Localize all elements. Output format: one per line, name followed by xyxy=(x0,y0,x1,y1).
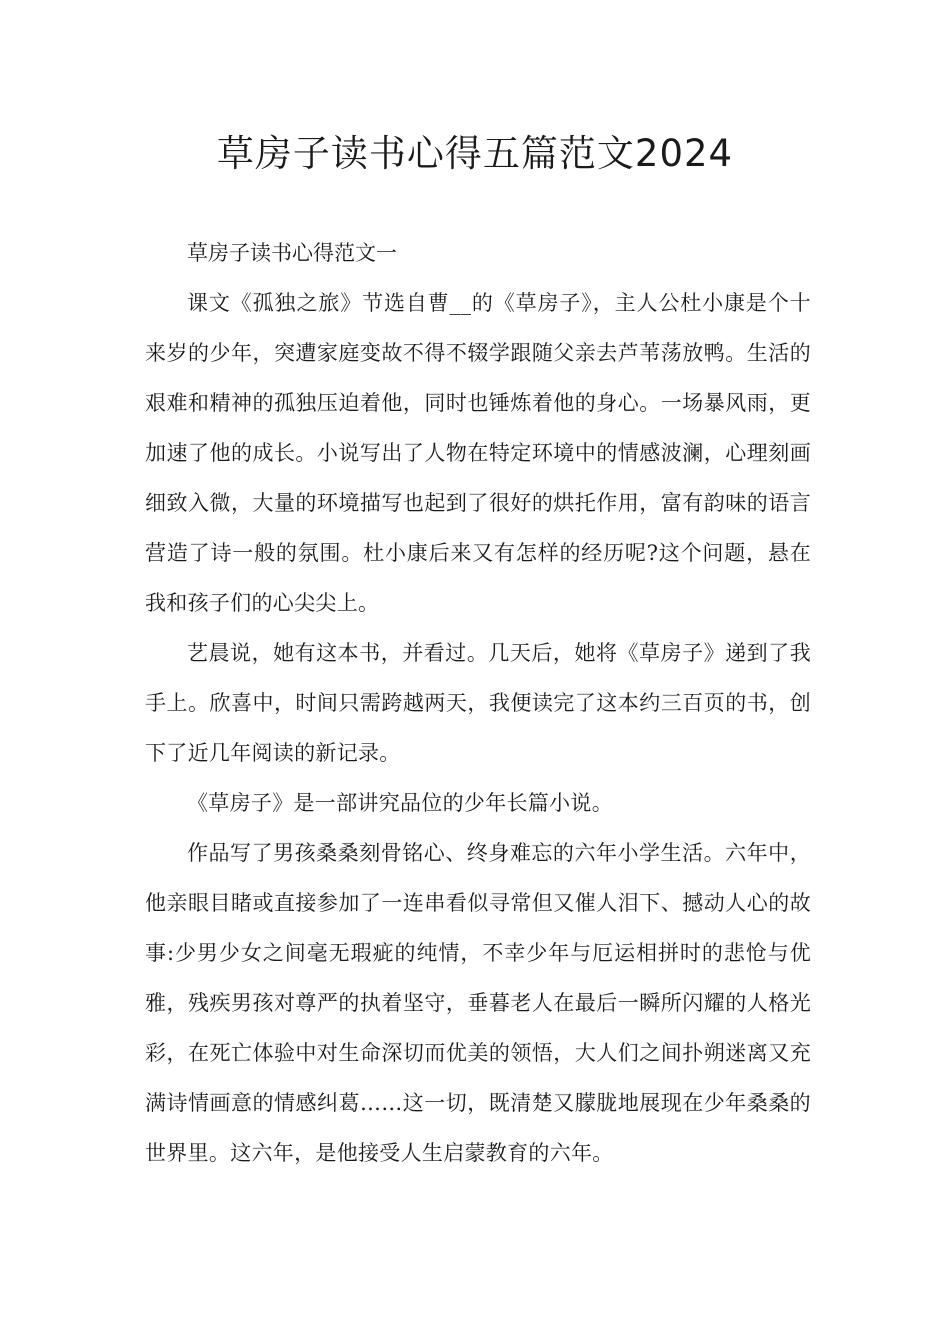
paragraph-4: 作品写了男孩桑桑刻骨铭心、终身难忘的六年小学生活。六年中，他亲眼目睹或直接参加了一连串看似寻常但又催人泪下、撼动人心的故事:少男少女之间毫无瑕疵的纯情，不幸少年与厄运相拼时的悲怆与优雅，残疾男孩对尊严的执着坚守，垂暮老人在最后一瞬所闪耀的人格光彩，在死亡体验中对生命深切而优美的领悟，大人们之间扑朔迷离又充满诗情画意的情感纠葛……这一切，既清楚又朦胧地展现在少年桑桑的世界里。这六年，是他接受人生启蒙教育的六年。 xyxy=(145,841,811,1165)
section-heading: 草房子读书心得范文一 xyxy=(187,241,397,265)
paragraph-1: 课文《孤独之旅》节选自曹__的《草房子》，主人公杜小康是个十来岁的少年，突遭家庭变故不得不辍学跟随父亲去芦苇荡放鸭。生活的艰难和精神的孤独压迫着他，同时也锤炼着他的身心。一场暴风雨，更加速了他的成长。小说写出了人物在特定环境中的情感波澜，心理刻画细致入微，大量的环境描写也起到了很好的烘托作用，富有韵味的语言营造了诗一般的氛围。杜小康后来又有怎样的经历呢?这个问题，悬在我和孩子们的心尖尖上。 xyxy=(145,291,811,615)
document-body xyxy=(145,228,811,1178)
paragraph-3: 《草房子》是一部讲究品位的少年长篇小说。 xyxy=(187,791,613,815)
paragraph-2: 艺晨说，她有这本书，并看过。几天后，她将《草房子》递到了我手上。欣喜中，时间只需跨越两天，我便读完了这本约三百页的书，创下了近几年阅读的新记录。 xyxy=(145,641,811,765)
document-title: 草房子读书心得五篇范文2024 xyxy=(216,132,734,175)
